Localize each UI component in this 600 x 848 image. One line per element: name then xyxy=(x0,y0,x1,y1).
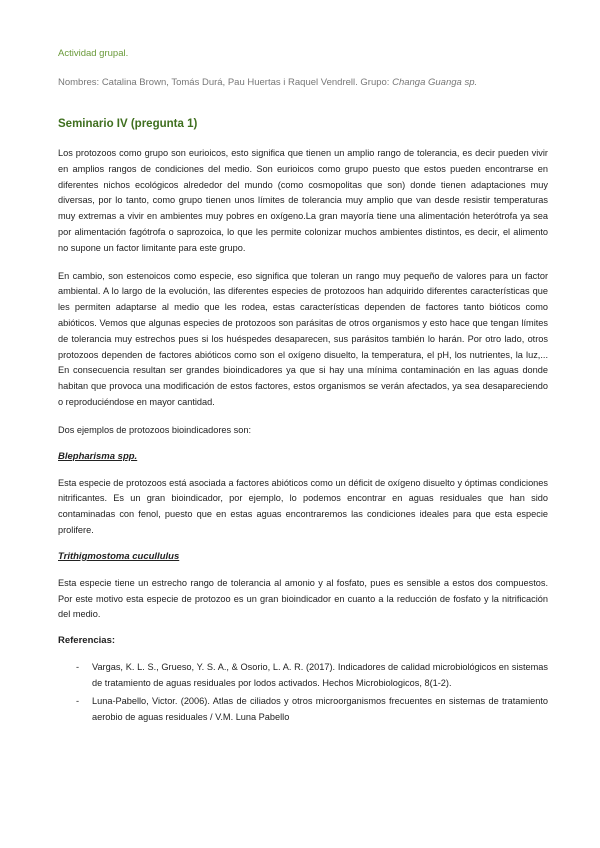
species-title-blepharisma: Blepharisma spp. xyxy=(58,450,138,462)
document-page xyxy=(58,48,548,727)
reference-text: Vargas, K. L. S., Grueso, Y. S. A., & Osorio, L. A. R. (2017). Indicadores de calidad microbiológicos en sistemas de tratamiento de aguas residuales por lodos activados. Hechos Microbiologicos, 8(1-2). xyxy=(92,662,548,688)
list-bullet: - xyxy=(76,662,80,673)
references-list xyxy=(58,660,548,725)
reference-item xyxy=(58,694,548,726)
group-name: Changa Guanga sp. xyxy=(392,77,478,88)
activity-label: Actividad grupal. xyxy=(58,48,129,59)
species-text-trithigmostoma: Esta especie tiene un estrecho rango de tolerancia al amonio y al fosfato, pues es sensible a estos dos compuestos. Por este motivo esta especie de protozoo es un gran bioindicador en cuanto a la reducción de fosfato y la nitrificación del medio. xyxy=(58,577,548,620)
list-bullet: - xyxy=(76,695,80,706)
species-text-blepharisma: Esta especie de protozoos está asociada a factores abióticos como un déficit de oxígeno disuelto y óptimas condiciones nitrificantes. Es un gran bioindicador, por ejemplo, lo podemos encontrar en aguas residuales que han sido contaminadas con fenol, puesto que en estas aguas encontraremos las condiciones ideales para que esta especie prolifere. xyxy=(58,477,548,535)
reference-text: Luna-Pabello, Victor. (2006). Atlas de ciliados y otros microorganismos frecuentes en sistemas de tratamiento aerobio de aguas residuales / V.M. Luna Pabello xyxy=(92,695,548,722)
paragraph-eurioicos: Los protozoos como grupo son eurioicos, esto significa que tienen un amplio rango de tolerancia, es decir pueden vivir en amplios rangos de condiciones del medio. Son eurioicos como grupo puesto que estos pueden encontrarse en diferentes nichos ecológicos alrededor del mundo (como cosmopolitas que son) donde tienen adaptaciones muy diversas, por lo tanto, como grupo tienen unos límites de tolerancia muy amplio que van desde resistir temperaturas muy extremas a vivir en ambientes muy pobres en oxígeno.La gran mayoría tiene una alimentación heterótrofa ya sea por alimentación fagótrofa o saprozoica, lo que les permite colonizar muchos ambientes distintos, es decir, el alimento no supone un factor limitante para este grupo. xyxy=(58,148,548,253)
group-members xyxy=(58,77,548,88)
paragraph-examples-intro: Dos ejemplos de protozoos bioindicadores son: xyxy=(58,424,252,435)
species-title-trithigmostoma: Trithigmostoma cucullulus xyxy=(58,550,180,562)
group-members-text: Nombres: Catalina Brown, Tomás Durá, Pau Huertas i Raquel Vendrell. Grupo: xyxy=(58,77,393,88)
references-title: Referencias: xyxy=(58,635,116,647)
reference-item xyxy=(58,660,548,692)
paragraph-estenoicos: En cambio, son estenoicos como especie, eso significa que toleran un rango muy pequeño de valores para un factor ambiental. A lo largo de la evolución, las diferentes especies de protozoos han adquirido diferentes características que les permiten adaptarse al medio que les rodea, estas características dependen de factores tanto bióticos como abióticos. Vemos que algunas especies de protozoos son parásitas de otros organismos y esto hace que tengan límites de tolerancia muy estrechos pues si los huéspedes desaparecen, sus parásitos también lo harán. Por otro lado, otros protozoos dependen de factores abióticos como son el oxígeno disuelto, la temperatura, el pH, los nutrientes, la luz,... En consecuencia resultan ser grandes bioindicadores ya que si hay una mínima contaminación en las aguas donde habitan que provoca una modificación de estos factores, estos organismos se verán afectados, ya sea desapareciendo o reproduciéndose en mayor cantidad. xyxy=(58,270,548,407)
seminar-title: Seminario IV (pregunta 1) xyxy=(58,118,198,130)
